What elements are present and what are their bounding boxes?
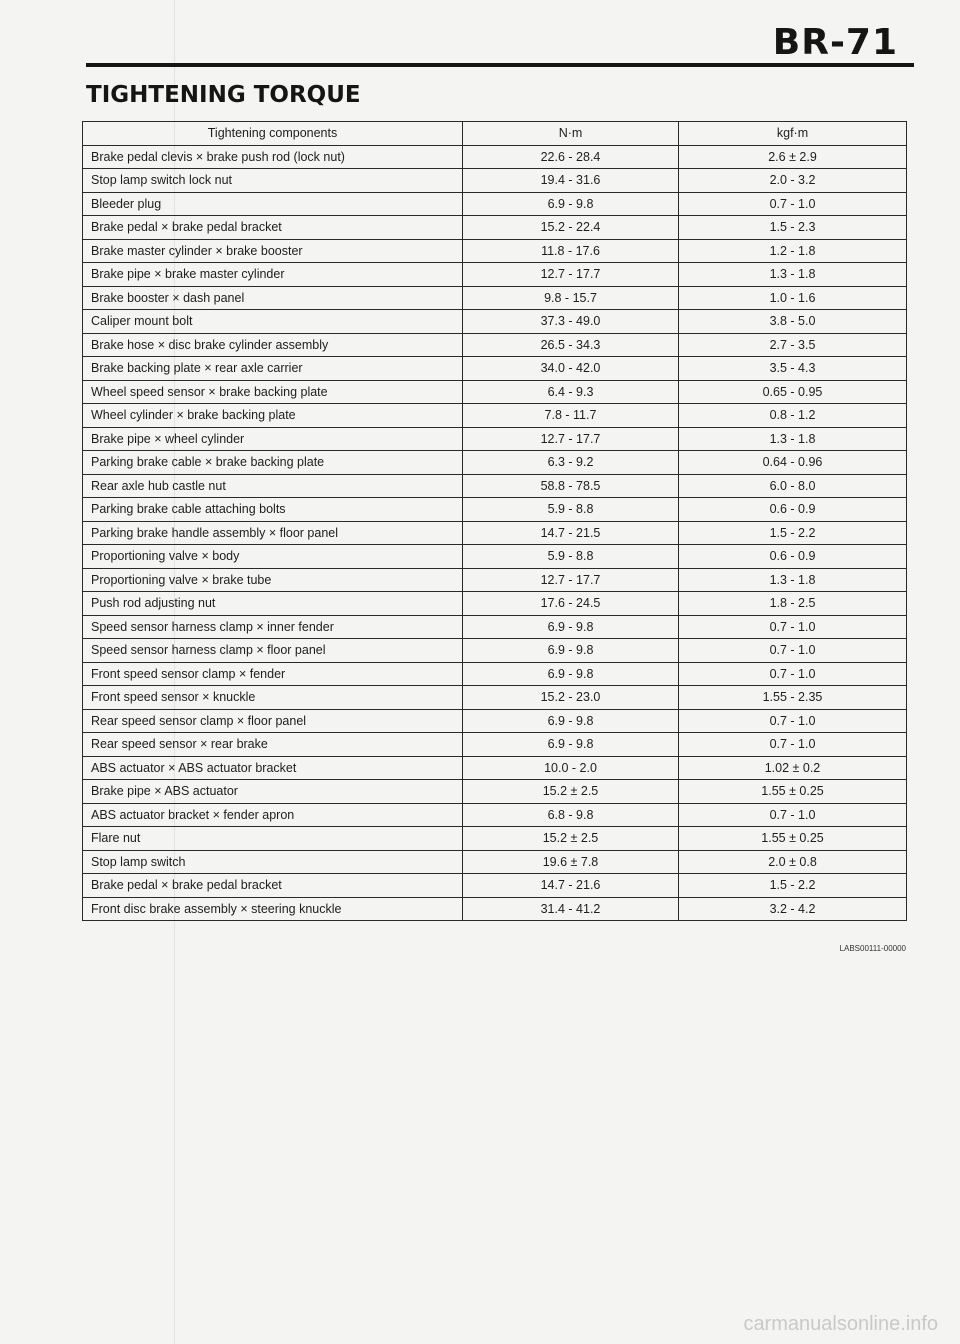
torque-nm-cell: 6.9 - 9.8 [463,662,679,686]
component-cell: Brake hose × disc brake cylinder assembly [83,333,463,357]
component-cell: ABS actuator × ABS actuator bracket [83,756,463,780]
torque-kgfm-cell: 0.6 - 0.9 [679,498,907,522]
component-cell: Speed sensor harness clamp × floor panel [83,639,463,663]
torque-kgfm-cell: 0.7 - 1.0 [679,192,907,216]
torque-nm-cell: 10.0 - 2.0 [463,756,679,780]
column-header-component: Tightening components [83,122,463,146]
torque-kgfm-cell: 2.6 ± 2.9 [679,145,907,169]
torque-nm-cell: 12.7 - 17.7 [463,263,679,287]
table-row [83,216,907,240]
torque-table-container [82,121,906,921]
table-row [83,803,907,827]
torque-kgfm-cell: 1.8 - 2.5 [679,592,907,616]
torque-nm-cell: 31.4 - 41.2 [463,897,679,921]
torque-nm-cell: 26.5 - 34.3 [463,333,679,357]
torque-kgfm-cell: 2.0 ± 0.8 [679,850,907,874]
torque-kgfm-cell: 1.3 - 1.8 [679,427,907,451]
torque-kgfm-cell: 1.55 ± 0.25 [679,827,907,851]
component-cell: Brake pipe × wheel cylinder [83,427,463,451]
table-row [83,145,907,169]
table-row [83,568,907,592]
torque-kgfm-cell: 1.5 - 2.3 [679,216,907,240]
torque-kgfm-cell: 1.02 ± 0.2 [679,756,907,780]
table-row [83,310,907,334]
component-cell: Stop lamp switch lock nut [83,169,463,193]
component-cell: Front disc brake assembly × steering knuckle [83,897,463,921]
column-header-nm: N·m [463,122,679,146]
component-cell: ABS actuator bracket × fender apron [83,803,463,827]
torque-nm-cell: 14.7 - 21.6 [463,874,679,898]
component-cell: Rear axle hub castle nut [83,474,463,498]
column-header-kgfm: kgf·m [679,122,907,146]
torque-nm-cell: 12.7 - 17.7 [463,568,679,592]
torque-nm-cell: 6.4 - 9.3 [463,380,679,404]
page-number: BR-71 [772,22,898,63]
torque-kgfm-cell: 1.2 - 1.8 [679,239,907,263]
torque-kgfm-cell: 2.0 - 3.2 [679,169,907,193]
component-cell: Brake booster × dash panel [83,286,463,310]
component-cell: Wheel cylinder × brake backing plate [83,404,463,428]
torque-kgfm-cell: 0.6 - 0.9 [679,545,907,569]
table-row [83,780,907,804]
table-body [83,145,907,921]
component-cell: Rear speed sensor × rear brake [83,733,463,757]
header-rule [86,63,914,67]
table-row [83,662,907,686]
table-row [83,427,907,451]
torque-kgfm-cell: 0.8 - 1.2 [679,404,907,428]
table-row [83,545,907,569]
torque-kgfm-cell: 1.5 - 2.2 [679,874,907,898]
torque-kgfm-cell: 0.7 - 1.0 [679,662,907,686]
torque-kgfm-cell: 3.2 - 4.2 [679,897,907,921]
table-row [83,192,907,216]
torque-kgfm-cell: 1.55 ± 0.25 [679,780,907,804]
component-cell: Brake pedal × brake pedal bracket [83,216,463,240]
torque-nm-cell: 9.8 - 15.7 [463,286,679,310]
table-row [83,357,907,381]
figure-code: LABS00111-00000 [839,944,906,953]
torque-kgfm-cell: 6.0 - 8.0 [679,474,907,498]
torque-nm-cell: 34.0 - 42.0 [463,357,679,381]
component-cell: Brake pipe × brake master cylinder [83,263,463,287]
component-cell: Flare nut [83,827,463,851]
table-row [83,709,907,733]
torque-nm-cell: 14.7 - 21.5 [463,521,679,545]
torque-nm-cell: 15.2 ± 2.5 [463,780,679,804]
torque-kgfm-cell: 0.7 - 1.0 [679,709,907,733]
torque-nm-cell: 6.9 - 9.8 [463,709,679,733]
torque-kgfm-cell: 0.7 - 1.0 [679,803,907,827]
table-row [83,615,907,639]
component-cell: Push rod adjusting nut [83,592,463,616]
torque-nm-cell: 11.8 - 17.6 [463,239,679,263]
torque-nm-cell: 6.9 - 9.8 [463,639,679,663]
table-row [83,874,907,898]
component-cell: Caliper mount bolt [83,310,463,334]
table-row [83,498,907,522]
component-cell: Brake backing plate × rear axle carrier [83,357,463,381]
torque-kgfm-cell: 0.64 - 0.96 [679,451,907,475]
component-cell: Brake pedal clevis × brake push rod (lock nut) [83,145,463,169]
torque-nm-cell: 6.9 - 9.8 [463,733,679,757]
table-row [83,286,907,310]
torque-kgfm-cell: 0.7 - 1.0 [679,733,907,757]
table-row [83,850,907,874]
component-cell: Rear speed sensor clamp × floor panel [83,709,463,733]
torque-kgfm-cell: 3.8 - 5.0 [679,310,907,334]
torque-kgfm-cell: 0.7 - 1.0 [679,639,907,663]
torque-kgfm-cell: 2.7 - 3.5 [679,333,907,357]
component-cell: Parking brake cable attaching bolts [83,498,463,522]
component-cell: Front speed sensor × knuckle [83,686,463,710]
table-row [83,639,907,663]
component-cell: Brake pedal × brake pedal bracket [83,874,463,898]
section-title: TIGHTENING TORQUE [86,82,361,108]
torque-kgfm-cell: 1.3 - 1.8 [679,568,907,592]
torque-nm-cell: 22.6 - 28.4 [463,145,679,169]
component-cell: Wheel speed sensor × brake backing plate [83,380,463,404]
table-row [83,239,907,263]
component-cell: Proportioning valve × brake tube [83,568,463,592]
component-cell: Proportioning valve × body [83,545,463,569]
component-cell: Parking brake handle assembly × floor panel [83,521,463,545]
table-row [83,451,907,475]
torque-kgfm-cell: 1.55 - 2.35 [679,686,907,710]
torque-nm-cell: 58.8 - 78.5 [463,474,679,498]
component-cell: Speed sensor harness clamp × inner fender [83,615,463,639]
table-row [83,686,907,710]
watermark: carmanualsonline.info [743,1313,938,1335]
torque-nm-cell: 6.8 - 9.8 [463,803,679,827]
table-row [83,404,907,428]
torque-kgfm-cell: 0.65 - 0.95 [679,380,907,404]
torque-nm-cell: 17.6 - 24.5 [463,592,679,616]
torque-nm-cell: 7.8 - 11.7 [463,404,679,428]
table-row [83,592,907,616]
table-row [83,756,907,780]
table-header-row [83,122,907,146]
torque-nm-cell: 5.9 - 8.8 [463,545,679,569]
table-row [83,263,907,287]
table-row [83,169,907,193]
torque-nm-cell: 19.6 ± 7.8 [463,850,679,874]
torque-nm-cell: 6.9 - 9.8 [463,192,679,216]
torque-nm-cell: 15.2 - 22.4 [463,216,679,240]
table-row [83,827,907,851]
torque-nm-cell: 15.2 - 23.0 [463,686,679,710]
table-row [83,380,907,404]
torque-table [82,121,907,921]
component-cell: Parking brake cable × brake backing plate [83,451,463,475]
component-cell: Stop lamp switch [83,850,463,874]
torque-nm-cell: 12.7 - 17.7 [463,427,679,451]
torque-nm-cell: 37.3 - 49.0 [463,310,679,334]
torque-kgfm-cell: 0.7 - 1.0 [679,615,907,639]
torque-nm-cell: 15.2 ± 2.5 [463,827,679,851]
torque-nm-cell: 19.4 - 31.6 [463,169,679,193]
component-cell: Front speed sensor clamp × fender [83,662,463,686]
component-cell: Brake pipe × ABS actuator [83,780,463,804]
component-cell: Brake master cylinder × brake booster [83,239,463,263]
component-cell: Bleeder plug [83,192,463,216]
torque-nm-cell: 6.9 - 9.8 [463,615,679,639]
torque-nm-cell: 6.3 - 9.2 [463,451,679,475]
torque-kgfm-cell: 1.3 - 1.8 [679,263,907,287]
table-row [83,897,907,921]
table-row [83,733,907,757]
torque-kgfm-cell: 3.5 - 4.3 [679,357,907,381]
table-row [83,521,907,545]
torque-kgfm-cell: 1.0 - 1.6 [679,286,907,310]
torque-nm-cell: 5.9 - 8.8 [463,498,679,522]
table-row [83,333,907,357]
torque-kgfm-cell: 1.5 - 2.2 [679,521,907,545]
table-row [83,474,907,498]
